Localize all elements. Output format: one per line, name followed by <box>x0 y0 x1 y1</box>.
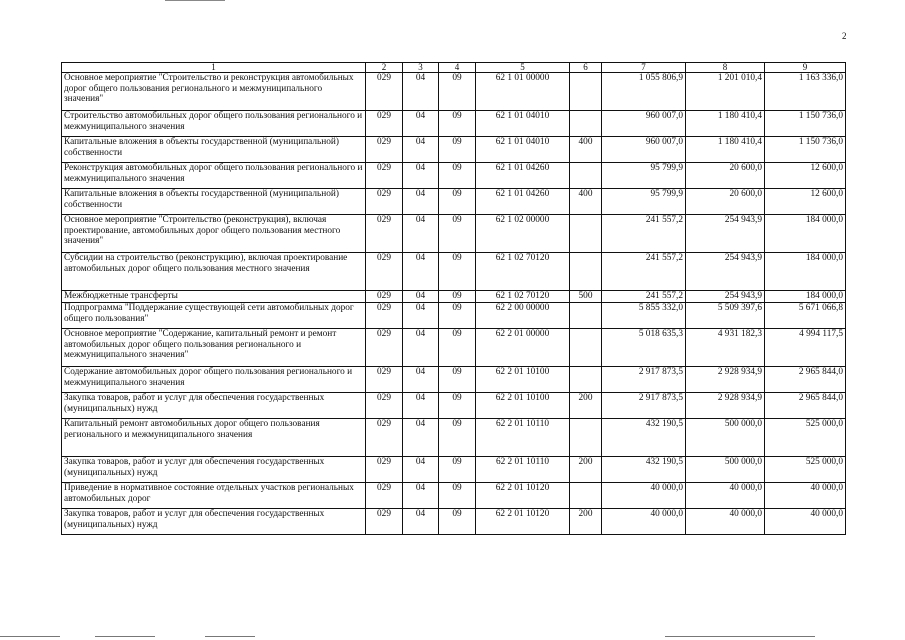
amount-col8-cell: 254 943,9 <box>686 291 765 303</box>
scan-artifact-bottom <box>0 632 905 640</box>
amount-col9-cell: 2 965 844,0 <box>765 393 846 419</box>
subsection-code-cell: 09 <box>439 393 476 419</box>
expense-type-cell <box>570 303 602 329</box>
target-article-cell: 62 1 01 04260 <box>476 163 570 189</box>
row-name-cell: Капитальные вложения в объекты государственной (муниципальной) собственности <box>62 189 366 215</box>
table-row <box>62 215 846 253</box>
amount-col8-cell: 1 201 010,4 <box>686 73 765 111</box>
amount-col9-cell: 4 994 117,5 <box>765 329 846 367</box>
row-name-cell: Закупка товаров, работ и услуг для обеспечения государственных (муниципальных) нужд <box>62 393 366 419</box>
amount-col7-cell: 960 007,0 <box>602 137 686 163</box>
target-article-cell: 62 2 01 10120 <box>476 509 570 535</box>
amount-col7-cell: 241 557,2 <box>602 253 686 291</box>
table-row <box>62 189 846 215</box>
section-code-cell: 04 <box>403 137 439 163</box>
section-code-cell: 04 <box>403 483 439 509</box>
ministry-code-cell: 029 <box>366 73 403 111</box>
expense-type-cell <box>570 253 602 291</box>
amount-col8-cell: 500 000,0 <box>686 457 765 483</box>
row-name-cell: Содержание автомобильных дорог общего пользования регионального и межмуниципального значения <box>62 367 366 393</box>
expense-type-cell: 200 <box>570 509 602 535</box>
subsection-code-cell: 09 <box>439 483 476 509</box>
expense-type-cell <box>570 163 602 189</box>
amount-col8-cell: 1 180 410,4 <box>686 137 765 163</box>
amount-col7-cell: 241 557,2 <box>602 215 686 253</box>
amount-col9-cell: 2 965 844,0 <box>765 367 846 393</box>
expense-type-cell <box>570 329 602 367</box>
ministry-code-cell: 029 <box>366 367 403 393</box>
table-row <box>62 291 846 303</box>
ministry-code-cell: 029 <box>366 253 403 291</box>
section-code-cell: 04 <box>403 329 439 367</box>
amount-col8-cell: 2 928 934,9 <box>686 393 765 419</box>
amount-col7-cell: 95 799,9 <box>602 163 686 189</box>
table-row <box>62 367 846 393</box>
header-cell: 5 <box>476 63 570 73</box>
section-code-cell: 04 <box>403 73 439 111</box>
row-name-cell: Подпрограмма "Поддержание существующей сети автомобильных дорог общего пользования" <box>62 303 366 329</box>
section-code-cell: 04 <box>403 367 439 393</box>
section-code-cell: 04 <box>403 303 439 329</box>
scan-artifact-top <box>165 0 225 1</box>
expense-type-cell: 500 <box>570 291 602 303</box>
table-row <box>62 73 846 111</box>
amount-col7-cell: 1 055 806,9 <box>602 73 686 111</box>
header-cell: 2 <box>366 63 403 73</box>
ministry-code-cell: 029 <box>366 111 403 137</box>
amount-col8-cell: 2 928 934,9 <box>686 367 765 393</box>
table-row <box>62 163 846 189</box>
amount-col9-cell: 184 000,0 <box>765 291 846 303</box>
table-header-row <box>62 63 846 73</box>
ministry-code-cell: 029 <box>366 509 403 535</box>
subsection-code-cell: 09 <box>439 419 476 457</box>
amount-col7-cell: 432 190,5 <box>602 419 686 457</box>
amount-col8-cell: 40 000,0 <box>686 483 765 509</box>
table-row <box>62 137 846 163</box>
amount-col9-cell: 1 150 736,0 <box>765 111 846 137</box>
header-cell: 4 <box>439 63 476 73</box>
target-article-cell: 62 2 01 10120 <box>476 483 570 509</box>
target-article-cell: 62 1 01 04010 <box>476 137 570 163</box>
amount-col7-cell: 2 917 873,5 <box>602 367 686 393</box>
table-row <box>62 509 846 535</box>
header-cell: 3 <box>403 63 439 73</box>
ministry-code-cell: 029 <box>366 189 403 215</box>
header-cell: 9 <box>765 63 846 73</box>
amount-col7-cell: 40 000,0 <box>602 509 686 535</box>
budget-table <box>61 62 846 535</box>
expense-type-cell <box>570 419 602 457</box>
amount-col8-cell: 254 943,9 <box>686 253 765 291</box>
expense-type-cell <box>570 215 602 253</box>
ministry-code-cell: 029 <box>366 137 403 163</box>
section-code-cell: 04 <box>403 111 439 137</box>
subsection-code-cell: 09 <box>439 367 476 393</box>
table-row <box>62 303 846 329</box>
amount-col9-cell: 184 000,0 <box>765 253 846 291</box>
subsection-code-cell: 09 <box>439 457 476 483</box>
row-name-cell: Основное мероприятие "Строительство и реконструкция автомобильных дорог общего пользования регионального и межмуниципального значения" <box>62 73 366 111</box>
table-row <box>62 111 846 137</box>
target-article-cell: 62 2 01 10110 <box>476 457 570 483</box>
table-row <box>62 483 846 509</box>
section-code-cell: 04 <box>403 457 439 483</box>
target-article-cell: 62 1 02 00000 <box>476 215 570 253</box>
row-name-cell: Закупка товаров, работ и услуг для обеспечения государственных (муниципальных) нужд <box>62 509 366 535</box>
section-code-cell: 04 <box>403 419 439 457</box>
ministry-code-cell: 029 <box>366 419 403 457</box>
expense-type-cell: 200 <box>570 393 602 419</box>
row-name-cell: Строительство автомобильных дорог общего пользования регионального и межмуниципального значения <box>62 111 366 137</box>
row-name-cell: Реконструкция автомобильных дорог общего пользования регионального и межмуниципального значения <box>62 163 366 189</box>
header-cell: 7 <box>602 63 686 73</box>
subsection-code-cell: 09 <box>439 253 476 291</box>
table-row <box>62 393 846 419</box>
amount-col9-cell: 525 000,0 <box>765 457 846 483</box>
target-article-cell: 62 2 01 10110 <box>476 419 570 457</box>
subsection-code-cell: 09 <box>439 215 476 253</box>
section-code-cell: 04 <box>403 163 439 189</box>
amount-col7-cell: 432 190,5 <box>602 457 686 483</box>
subsection-code-cell: 09 <box>439 509 476 535</box>
ministry-code-cell: 029 <box>366 457 403 483</box>
amount-col8-cell: 20 600,0 <box>686 189 765 215</box>
section-code-cell: 04 <box>403 253 439 291</box>
amount-col8-cell: 1 180 410,4 <box>686 111 765 137</box>
row-name-cell: Субсидии на строительство (реконструкцию), включая проектирование автомобильных дорог общего пользования местного значения <box>62 253 366 291</box>
section-code-cell: 04 <box>403 189 439 215</box>
amount-col7-cell: 960 007,0 <box>602 111 686 137</box>
row-name-cell: Межбюджетные трансферты <box>62 291 366 303</box>
expense-type-cell: 400 <box>570 189 602 215</box>
expense-type-cell: 400 <box>570 137 602 163</box>
target-article-cell: 62 1 01 04260 <box>476 189 570 215</box>
amount-col7-cell: 40 000,0 <box>602 483 686 509</box>
subsection-code-cell: 09 <box>439 303 476 329</box>
page-number: 2 <box>842 31 847 41</box>
amount-col9-cell: 1 163 336,0 <box>765 73 846 111</box>
row-name-cell: Основное мероприятие "Содержание, капитальный ремонт и ремонт автомобильных дорог общего пользования регионального и межмуниципального значения" <box>62 329 366 367</box>
target-article-cell: 62 1 02 70120 <box>476 291 570 303</box>
table-row <box>62 419 846 457</box>
target-article-cell: 62 1 01 00000 <box>476 73 570 111</box>
row-name-cell: Закупка товаров, работ и услуг для обеспечения государственных (муниципальных) нужд <box>62 457 366 483</box>
expense-type-cell <box>570 367 602 393</box>
ministry-code-cell: 029 <box>366 483 403 509</box>
table-row <box>62 329 846 367</box>
subsection-code-cell: 09 <box>439 329 476 367</box>
header-cell: 1 <box>62 63 366 73</box>
amount-col8-cell: 254 943,9 <box>686 215 765 253</box>
target-article-cell: 62 2 01 00000 <box>476 329 570 367</box>
amount-col8-cell: 500 000,0 <box>686 419 765 457</box>
amount-col8-cell: 40 000,0 <box>686 509 765 535</box>
amount-col8-cell: 4 931 182,3 <box>686 329 765 367</box>
row-name-cell: Основное мероприятие "Строительство (реконструкция), включая проектирование, автомобильных дорог общего пользования местного значения" <box>62 215 366 253</box>
expense-type-cell <box>570 483 602 509</box>
amount-col9-cell: 1 150 736,0 <box>765 137 846 163</box>
amount-col7-cell: 5 855 332,0 <box>602 303 686 329</box>
subsection-code-cell: 09 <box>439 137 476 163</box>
subsection-code-cell: 09 <box>439 189 476 215</box>
expense-type-cell <box>570 111 602 137</box>
ministry-code-cell: 029 <box>366 215 403 253</box>
row-name-cell: Капитальные вложения в объекты государственной (муниципальной) собственности <box>62 137 366 163</box>
subsection-code-cell: 09 <box>439 291 476 303</box>
header-cell: 6 <box>570 63 602 73</box>
target-article-cell: 62 2 01 10100 <box>476 393 570 419</box>
amount-col9-cell: 12 600,0 <box>765 189 846 215</box>
amount-col9-cell: 40 000,0 <box>765 483 846 509</box>
amount-col9-cell: 12 600,0 <box>765 163 846 189</box>
expense-type-cell <box>570 73 602 111</box>
header-cell: 8 <box>686 63 765 73</box>
expense-type-cell: 200 <box>570 457 602 483</box>
ministry-code-cell: 029 <box>366 303 403 329</box>
amount-col9-cell: 5 671 066,8 <box>765 303 846 329</box>
amount-col7-cell: 95 799,9 <box>602 189 686 215</box>
amount-col8-cell: 20 600,0 <box>686 163 765 189</box>
target-article-cell: 62 1 01 04010 <box>476 111 570 137</box>
table-row <box>62 457 846 483</box>
amount-col9-cell: 525 000,0 <box>765 419 846 457</box>
target-article-cell: 62 2 00 00000 <box>476 303 570 329</box>
section-code-cell: 04 <box>403 509 439 535</box>
target-article-cell: 62 1 02 70120 <box>476 253 570 291</box>
amount-col7-cell: 5 018 635,3 <box>602 329 686 367</box>
section-code-cell: 04 <box>403 215 439 253</box>
section-code-cell: 04 <box>403 393 439 419</box>
subsection-code-cell: 09 <box>439 111 476 137</box>
section-code-cell: 04 <box>403 291 439 303</box>
ministry-code-cell: 029 <box>366 163 403 189</box>
ministry-code-cell: 029 <box>366 329 403 367</box>
amount-col9-cell: 184 000,0 <box>765 215 846 253</box>
subsection-code-cell: 09 <box>439 73 476 111</box>
row-name-cell: Приведение в нормативное состояние отдельных участков региональных автомобильных дорог <box>62 483 366 509</box>
target-article-cell: 62 2 01 10100 <box>476 367 570 393</box>
table-body <box>62 73 846 535</box>
amount-col7-cell: 241 557,2 <box>602 291 686 303</box>
amount-col8-cell: 5 509 397,6 <box>686 303 765 329</box>
row-name-cell: Капитальный ремонт автомобильных дорог общего пользования регионального и межмуниципального значения <box>62 419 366 457</box>
ministry-code-cell: 029 <box>366 291 403 303</box>
amount-col7-cell: 2 917 873,5 <box>602 393 686 419</box>
subsection-code-cell: 09 <box>439 163 476 189</box>
amount-col9-cell: 40 000,0 <box>765 509 846 535</box>
table-row <box>62 253 846 291</box>
ministry-code-cell: 029 <box>366 393 403 419</box>
